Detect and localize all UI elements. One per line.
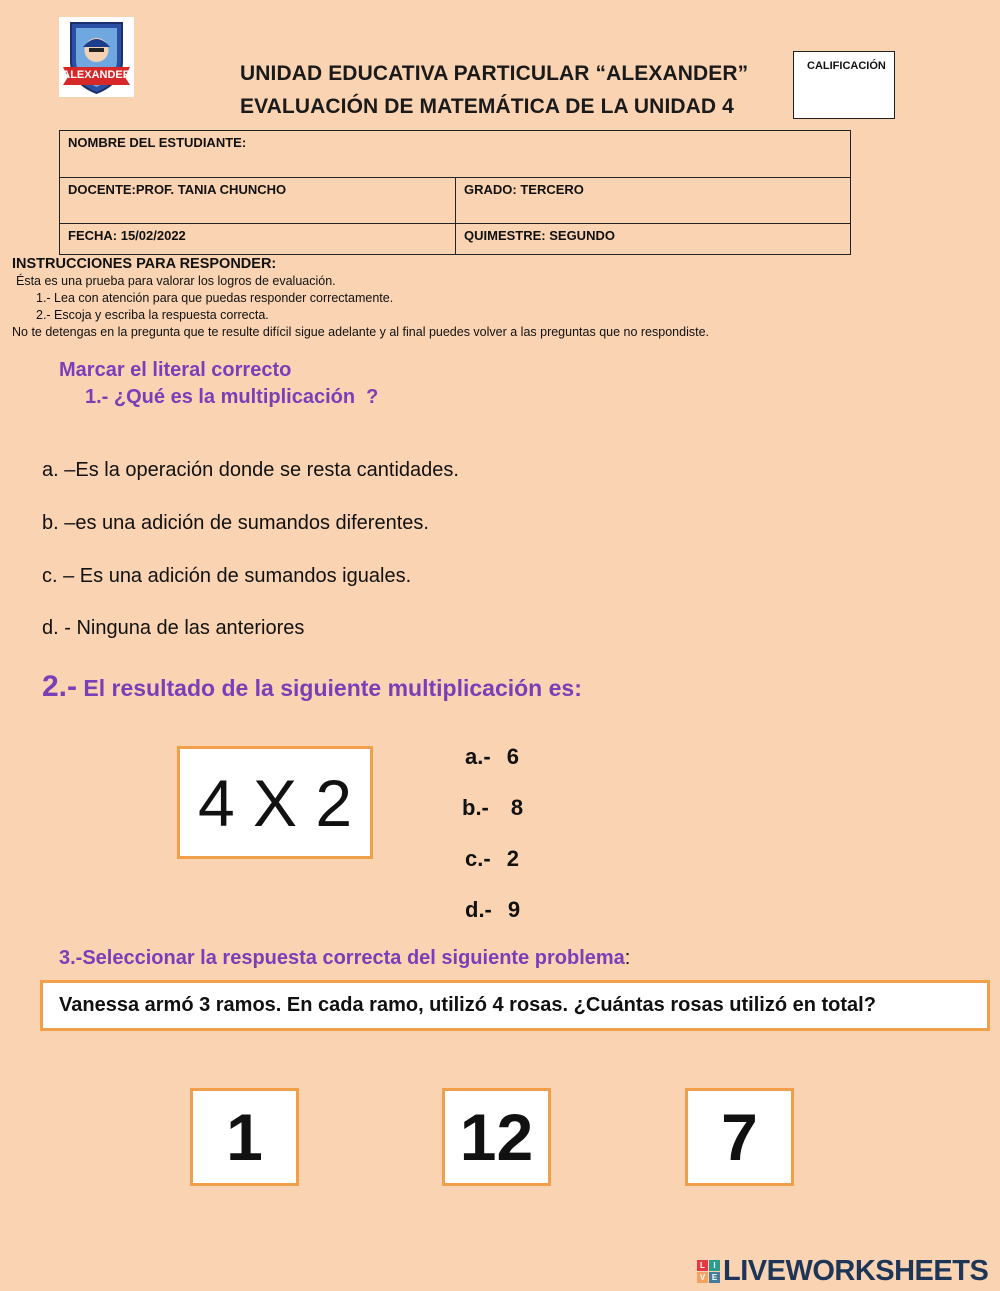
q3-answer-2[interactable] [442, 1088, 551, 1186]
q3-problem-box [40, 980, 990, 1031]
grid-letter-l: L [697, 1260, 708, 1271]
q2-option-b-letter: b.- [462, 795, 489, 820]
instructions-heading: INSTRUCCIONES PARA RESPONDER: [12, 256, 277, 272]
grade-box [793, 51, 895, 119]
student-name-cell: NOMBRE DEL ESTUDIANTE: [60, 131, 851, 178]
q2-question: El resultado de la siguiente multiplicación es: [77, 675, 582, 701]
grade-box-label: CALIFICACIÓN [807, 60, 886, 72]
school-logo [59, 17, 134, 97]
q3-answer-1-value: 1 [226, 1100, 263, 1174]
q1-option-b[interactable]: b. –es una adición de sumandos diferentes. [42, 512, 429, 534]
q2-option-b-value: 8 [510, 795, 524, 820]
q2-expression: 4 X 2 [197, 765, 353, 840]
q2-expression-box [177, 746, 373, 859]
q2-option-c-value: 2 [506, 846, 519, 871]
grid-letter-v: V [697, 1272, 708, 1283]
liveworksheets-grid-icon [697, 1260, 720, 1283]
q3-heading [59, 947, 630, 970]
teacher-cell: DOCENTE:PROF. TANIA CHUNCHO [60, 178, 456, 224]
q1-question: 1.- ¿Qué es la multiplicación ? [85, 386, 379, 408]
instruction-step-2: 2.- Escoja y escriba la respuesta correcta. [36, 308, 269, 322]
q3-answer-2-value: 12 [459, 1100, 534, 1174]
q2-option-a[interactable] [465, 744, 519, 770]
grade-level-cell: GRADO: TERCERO [456, 178, 851, 224]
q2-option-a-value: 6 [506, 744, 519, 769]
exam-title: EVALUACIÓN DE MATEMÁTICA DE LA UNIDAD 4 [240, 95, 734, 118]
q3-answer-1[interactable] [190, 1088, 299, 1186]
q3-answer-3-value: 7 [721, 1100, 758, 1174]
q1-option-a[interactable]: a. –Es la operación donde se resta cantidades. [42, 459, 459, 481]
q2-heading [42, 670, 582, 704]
logo-banner-text: ALEXANDER [62, 69, 131, 81]
q2-option-d-letter: d.- [465, 897, 492, 922]
q2-number: 2.- [42, 670, 78, 703]
q1-section-title: Marcar el literal correcto [59, 359, 292, 381]
instructions-intro: Ésta es una prueba para valorar los logros de evaluación. [16, 274, 336, 288]
instruction-step-1: 1.- Lea con atención para que puedas responder correctamente. [36, 291, 394, 305]
q3-colon: : [624, 947, 631, 969]
liveworksheets-logo [697, 1255, 988, 1288]
term-cell: QUIMESTRE: SEGUNDO [456, 224, 851, 255]
q2-option-c-letter: c.- [465, 846, 491, 871]
q2-option-b[interactable] [462, 795, 523, 821]
q2-option-d-value: 9 [507, 897, 521, 922]
grid-letter-e: E [709, 1272, 720, 1283]
liveworksheets-brand: LIVEWORKSHEETS [723, 1255, 989, 1287]
grid-letter-i: I [709, 1260, 720, 1271]
student-info-table [59, 130, 851, 255]
q2-option-d[interactable] [465, 897, 520, 923]
q3-problem-text: Vanessa armó 3 ramos. En cada ramo, utilizó 4 rosas. ¿Cuántas rosas utilizó en total? [59, 994, 876, 1016]
q1-option-d[interactable]: d. - Ninguna de las anteriores [42, 617, 305, 639]
q2-option-a-letter: a.- [465, 744, 491, 769]
date-cell: FECHA: 15/02/2022 [60, 224, 456, 255]
q2-option-c[interactable] [465, 846, 519, 872]
school-name-title: UNIDAD EDUCATIVA PARTICULAR “ALEXANDER” [240, 62, 749, 85]
instructions-note: No te detengas en la pregunta que te resulte difícil sigue adelante y al final puedes volver a las preguntas que no respondiste. [12, 325, 709, 339]
q3-question: 3.-Seleccionar la respuesta correcta del siguiente problema [59, 947, 625, 969]
q3-answer-3[interactable] [685, 1088, 794, 1186]
q1-option-c[interactable]: c. – Es una adición de sumandos iguales. [42, 565, 412, 587]
